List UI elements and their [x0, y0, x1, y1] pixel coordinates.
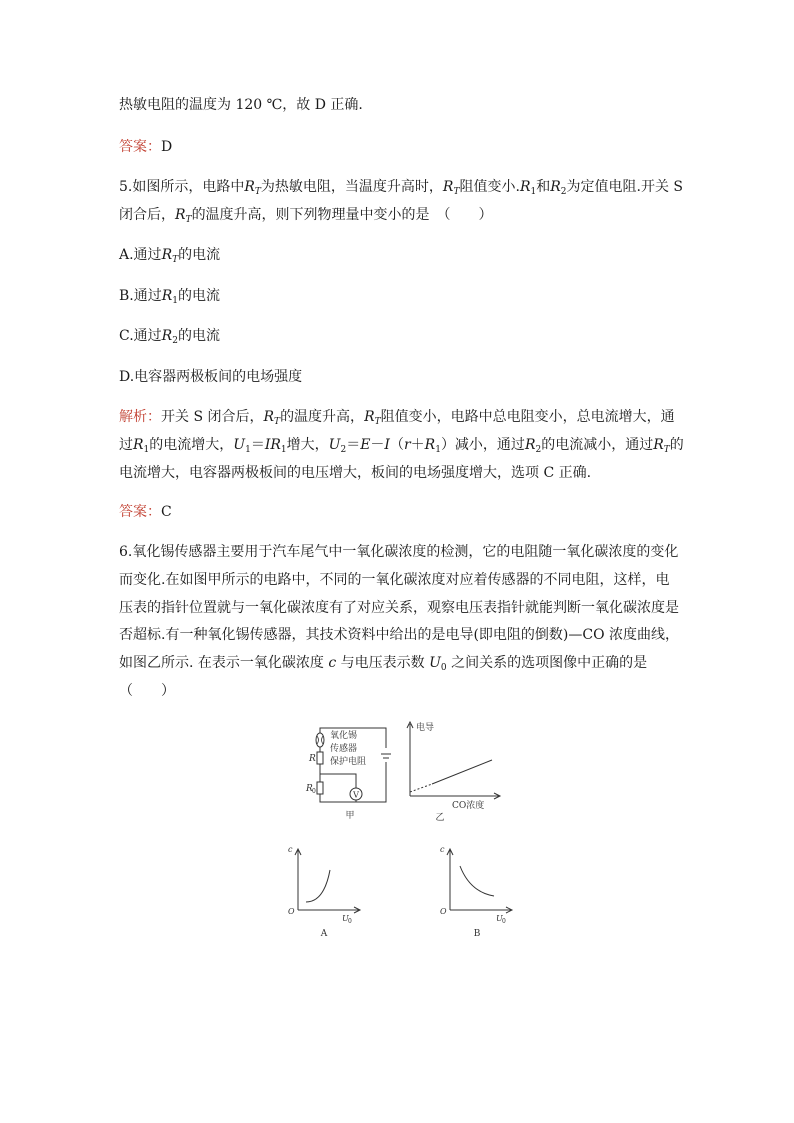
graph-yi [404, 718, 504, 822]
prev-answer [119, 137, 679, 157]
x-axis-label: U [342, 914, 349, 923]
q5-option-b: B.通过$R_1$的电流 [119, 288, 221, 306]
r0-sub: 0 [312, 788, 316, 795]
y-axis-label: c [440, 845, 445, 854]
answer-value: D [161, 139, 173, 155]
q5-stem-line-1: 5.如图所示，电路中$R_T$为热敏电阻，当温度升高时，$R_T$阻值变小$.R_1$和$R_2$为定值电阻.开关 S [119, 179, 683, 197]
q5-option-d: D.电容器两极板间的电场强度 [119, 369, 303, 385]
y-axis-label: c [288, 845, 293, 854]
origin-label: O [288, 907, 295, 916]
explanation-label: 解析： [119, 409, 161, 425]
x-axis-label: U [496, 914, 503, 923]
option-b-caption: B [473, 929, 481, 939]
q5-option-c: C.通过$R_2$的电流 [119, 328, 220, 346]
option-a-graph [282, 842, 372, 942]
sensor-label-1: 氧化锡 [330, 731, 358, 741]
origin-label: O [440, 907, 447, 916]
circuit-diagram-jia [300, 718, 400, 822]
answer-value: C [161, 504, 172, 520]
x-axis-sub: 0 [502, 918, 506, 925]
answer-label: 答案： [119, 504, 161, 520]
dashed-extension-line [410, 784, 432, 792]
x-axis-sub: 0 [348, 918, 352, 925]
q5-explanation-line-1: 解析：开关 S 闭合后，$R_T$的温度升高，$R_T$阻值变小，电路中总电阻变小，总电流增大，通 [119, 409, 675, 427]
q5-explanation-line-3: 电流增大，电容器两极板间的电压增大，板间的电场强度增大，选项 C 正确. [119, 465, 592, 481]
sensor-label-2: 传感器 [330, 744, 358, 754]
option-b-graph [434, 842, 524, 942]
r-label: R [309, 754, 316, 764]
q5-option-a: A.通过$R_T$的电流 [119, 247, 221, 265]
y-axis-label: 电导 [416, 723, 435, 733]
q5-stem-line-2: 闭合后，$R_T$的温度升高，则下列物理量中变小的是 （ ） [119, 207, 493, 225]
q5-explanation-line-2: 过$R_1$的电流增大，$U_1=IR_1$增大，$U_2=E-I(r+R_1)$减小，通过$R_2$的电流减小，通过$R_T$的 [119, 437, 684, 455]
curve-increasing [306, 870, 330, 902]
voltmeter-label: V [353, 790, 359, 800]
q5-answer [119, 502, 679, 522]
resistor-r-icon [317, 752, 323, 764]
r0-label: R [306, 784, 313, 794]
prev-explanation-tail: 热敏电阻的温度为 120 ℃，故 D 正确. [119, 97, 363, 113]
sensor-element-icon [316, 733, 324, 747]
q6-stem-line-2: 而变化.在如图甲所示的电路中，不同的一氧化碳浓度对应着传感器的不同电阻，这样，电 [119, 572, 670, 588]
q6-stem-line-4: 否超标.有一种氧化锡传感器，其技术资料中给出的是电导(即电阻的倒数)—CO 浓度曲线， [119, 627, 680, 643]
resistor-r0-icon [317, 782, 323, 794]
circuit-wire [320, 774, 356, 788]
figure-caption-yi: 乙 [435, 813, 445, 822]
q6-stem-line-6: （ ） [119, 683, 175, 699]
q6-stem-line-5: 如图乙所示. 在表示一氧化碳浓度 c 与电压表示数 $U_0$ 之间关系的选项图像中正确的是 [119, 655, 648, 673]
q6-stem-line-3: 压表的指针位置就与一氧化碳浓度有了对应关系，观察电压表指针就能判断一氧化碳浓度是 [119, 600, 679, 616]
q6-stem-line-1: 6.氧化锡传感器主要用于汽车尾气中一氧化碳浓度的检测，它的电阻随一氧化碳浓度的变化 [119, 544, 679, 560]
option-a-caption: A [320, 929, 328, 939]
x-axis-label: CO浓度 [452, 801, 485, 811]
figure-caption-jia: 甲 [345, 811, 355, 821]
conductance-line [432, 760, 492, 784]
curve-decreasing [460, 866, 494, 896]
answer-label: 答案： [119, 139, 161, 155]
protect-resistor-label: 保护电阻 [330, 757, 367, 767]
